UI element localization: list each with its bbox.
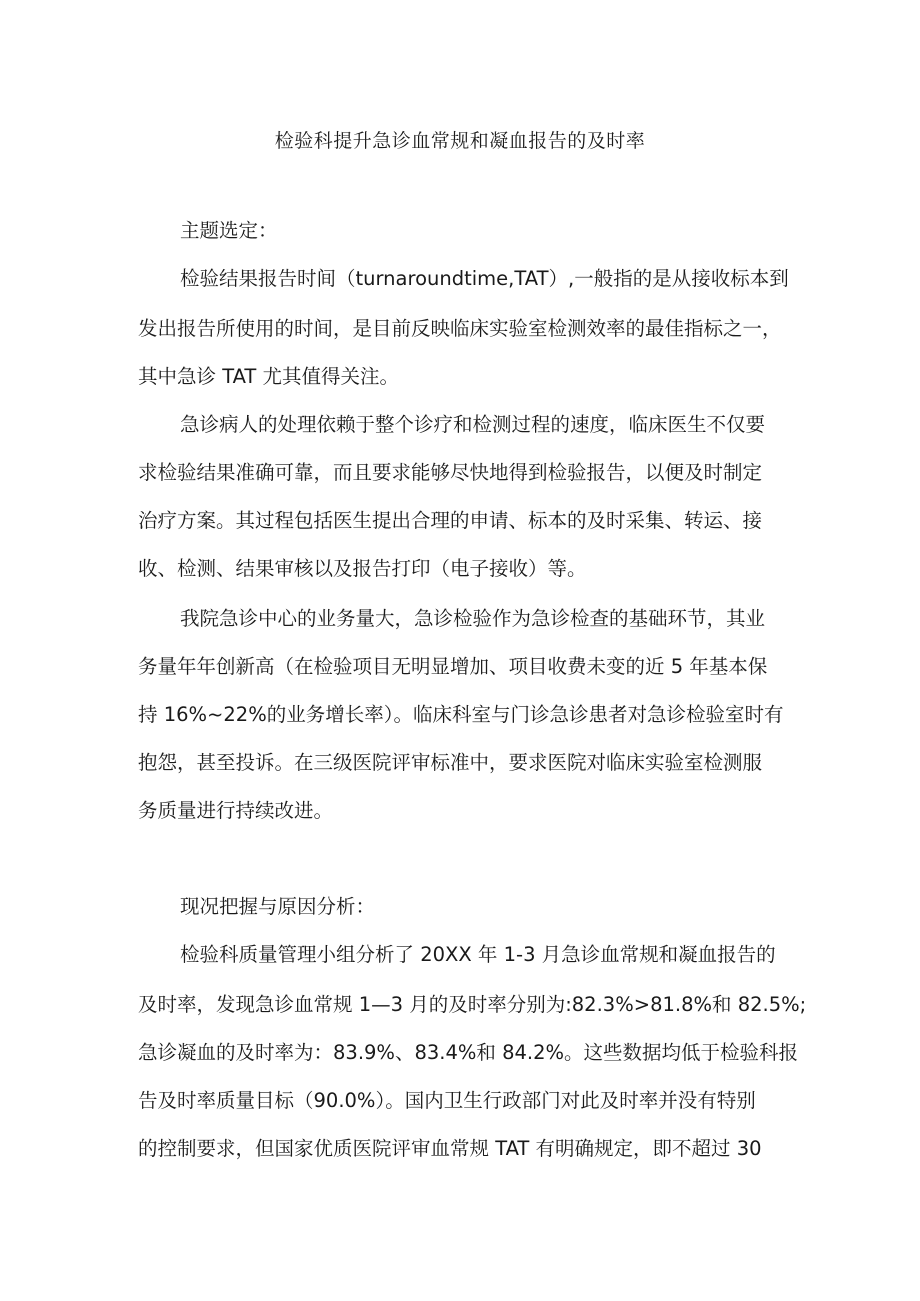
paragraph-line: 持 16%~22%的业务增长率）。临床科室与门诊急诊患者对急诊检验室时有 bbox=[138, 703, 784, 726]
paragraph-line: 务量年年创新高（在检验项目无明显增加、项目收费未变的近 5 年基本保 bbox=[138, 655, 768, 678]
section-heading-topic: 主题选定： bbox=[180, 219, 278, 242]
section-heading-analysis: 现况把握与原因分析： bbox=[180, 895, 376, 918]
paragraph-line: 检验科质量管理小组分析了 20XX 年 1-3 月急诊血常规和凝血报告的 bbox=[180, 943, 776, 966]
paragraph-line: 的控制要求，但国家优质医院评审血常规 TAT 有明确规定，即不超过 30 bbox=[138, 1137, 762, 1160]
paragraph-line: 告及时率质量目标（90.0%）。国内卫生行政部门对此及时率并没有特别 bbox=[138, 1089, 756, 1112]
paragraph-line: 抱怨，甚至投诉。在三级医院评审标准中，要求医院对临床实验室检测服 bbox=[138, 751, 763, 774]
paragraph-line: 急诊病人的处理依赖于整个诊疗和检测过程的速度，临床医生不仅要 bbox=[180, 413, 766, 436]
paragraph-line: 其中急诊 TAT 尤其值得关注。 bbox=[138, 365, 400, 388]
paragraph-line: 收、检测、结果审核以及报告打印（电子接收）等。 bbox=[138, 557, 587, 580]
paragraph-line: 我院急诊中心的业务量大，急诊检验作为急诊检查的基础环节，其业 bbox=[180, 607, 766, 630]
paragraph-line: 务质量进行持续改进。 bbox=[138, 799, 334, 822]
paragraph-line: 检验结果报告时间（turnaroundtime,TAT）,一般指的是从接收标本到 bbox=[180, 267, 789, 290]
document-title: 检验科提升急诊血常规和凝血报告的及时率 bbox=[274, 130, 646, 152]
paragraph-line: 急诊凝血的及时率为：83.9%、83.4%和 84.2%。这些数据均低于检验科报 bbox=[138, 1041, 799, 1064]
paragraph-line: 治疗方案。其过程包括医生提出合理的申请、标本的及时采集、转运、接 bbox=[138, 509, 763, 532]
paragraph-line: 求检验结果准确可靠，而且要求能够尽快地得到检验报告，以便及时制定 bbox=[138, 461, 763, 484]
paragraph-line: 发出报告所使用的时间，是目前反映临床实验室检测效率的最佳指标之一， bbox=[138, 317, 782, 340]
paragraph-line: 及时率，发现急诊血常规 1—3 月的及时率分别为:82.3%>81.8%和 82.5%; bbox=[138, 993, 807, 1016]
